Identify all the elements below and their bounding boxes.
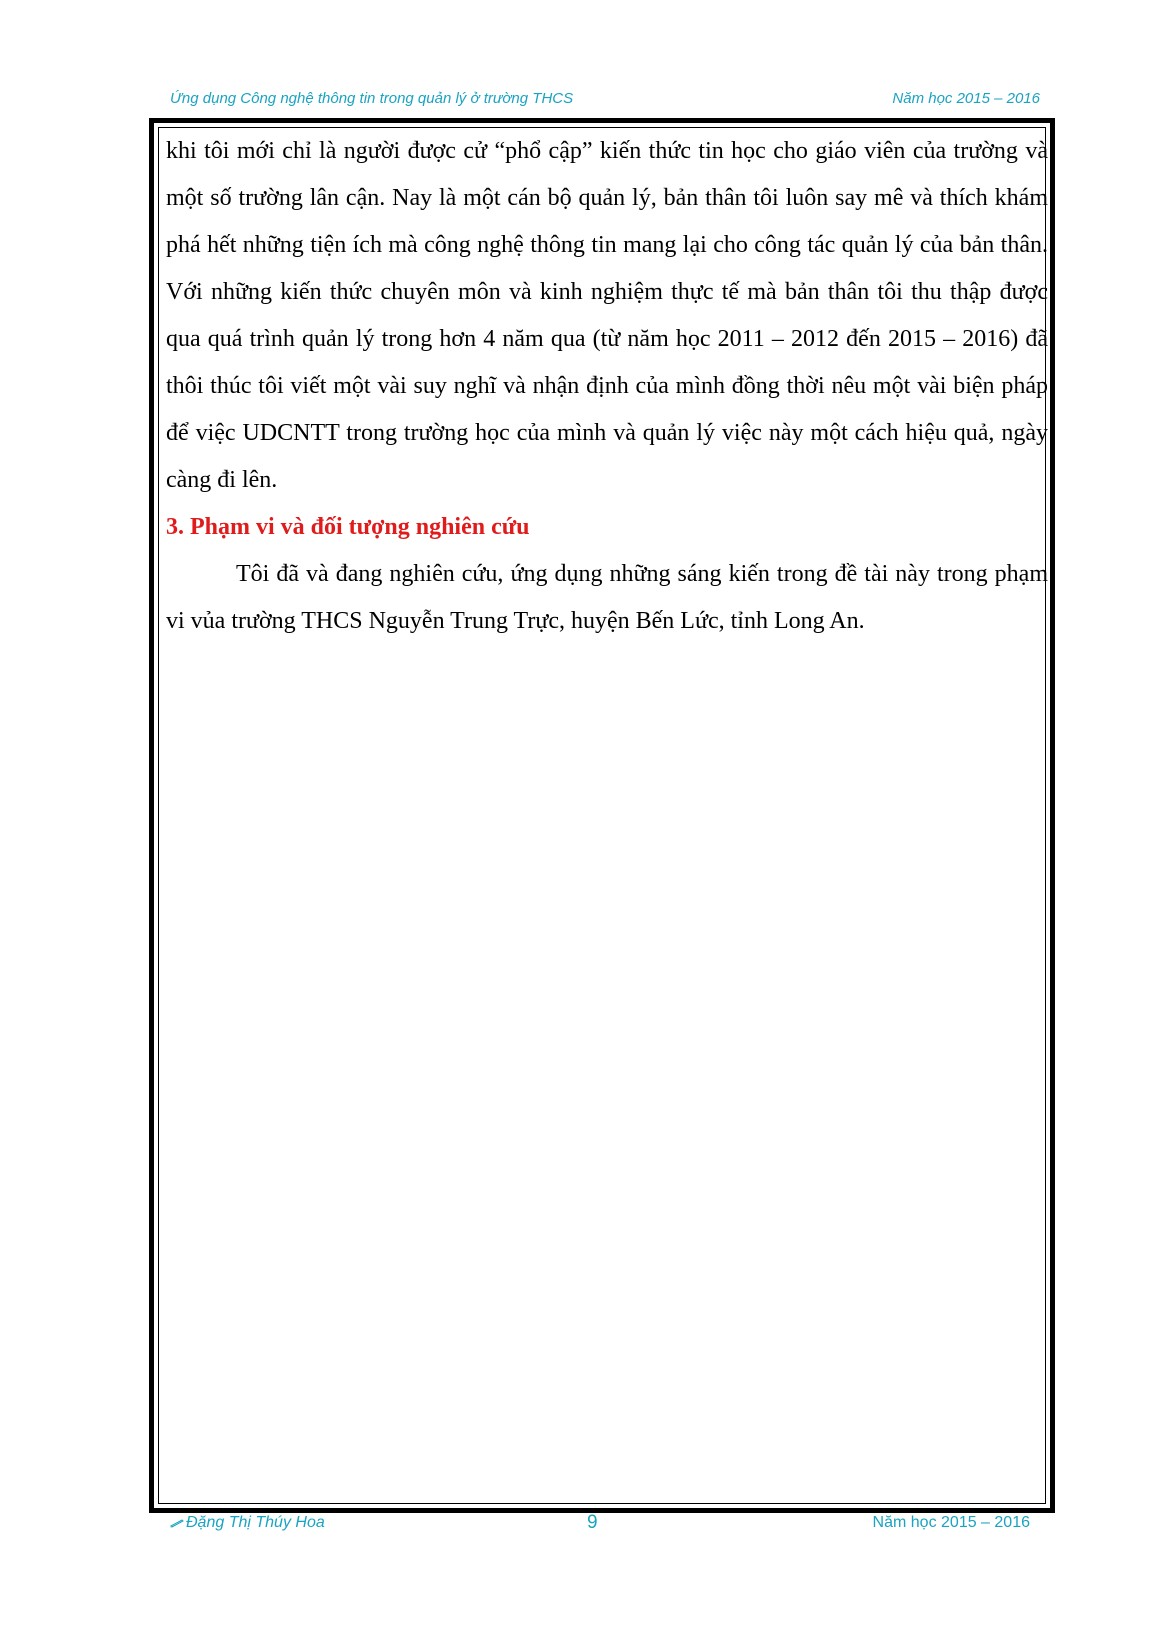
header-year: Năm học 2015 – 2016 bbox=[892, 90, 1040, 107]
section-heading: 3. Phạm vi và đối tượng nghiên cứu bbox=[166, 514, 530, 540]
footer-author: Đặng Thị Thúy Hoa bbox=[186, 1514, 325, 1531]
footer-year: Năm học 2015 – 2016 bbox=[872, 1514, 1030, 1531]
page-header bbox=[170, 88, 1040, 112]
page-number: 9 bbox=[587, 1512, 598, 1533]
footer-author-block bbox=[170, 1514, 325, 1532]
header-title: Ứng dụng Công nghệ thông tin trong quản lý ở trường THCS bbox=[170, 90, 574, 107]
document-body bbox=[166, 128, 1048, 645]
body-paragraph: khi tôi mới chỉ là người được cử “phổ cập” kiến thức tin học cho giáo viên của trường và một số trường lân cận. Nay là một cán bộ quản lý, bản thân tôi luôn say mê và thích khám phá hết những tiện ích mà công nghệ thông tin mang lại cho công tác quản lý của bản thân. Với những kiến thức chuyên môn và kinh nghiệm thực tế mà bản thân tôi thu thập được qua quá trình quản lý trong hơn 4 năm qua (từ năm học 2011 – 2012 đến 2015 – 2016) đã thôi thúc tôi viết một vài suy nghĩ và nhận định của mình đồng thời nêu một vài biện pháp để việc UDCNTT trong trường học của mình và quản lý việc này một cách hiệu quả, ngày càng đi lên. bbox=[166, 138, 1048, 493]
pen-icon bbox=[170, 1518, 184, 1528]
page-footer bbox=[170, 1512, 1030, 1538]
body-paragraph: Tôi đã và đang nghiên cứu, ứng dụng những sáng kiến trong đề tài này trong phạm vi vủa trường THCS Nguyễn Trung Trực, huyện Bến Lức, tỉnh Long An. bbox=[166, 561, 1048, 634]
